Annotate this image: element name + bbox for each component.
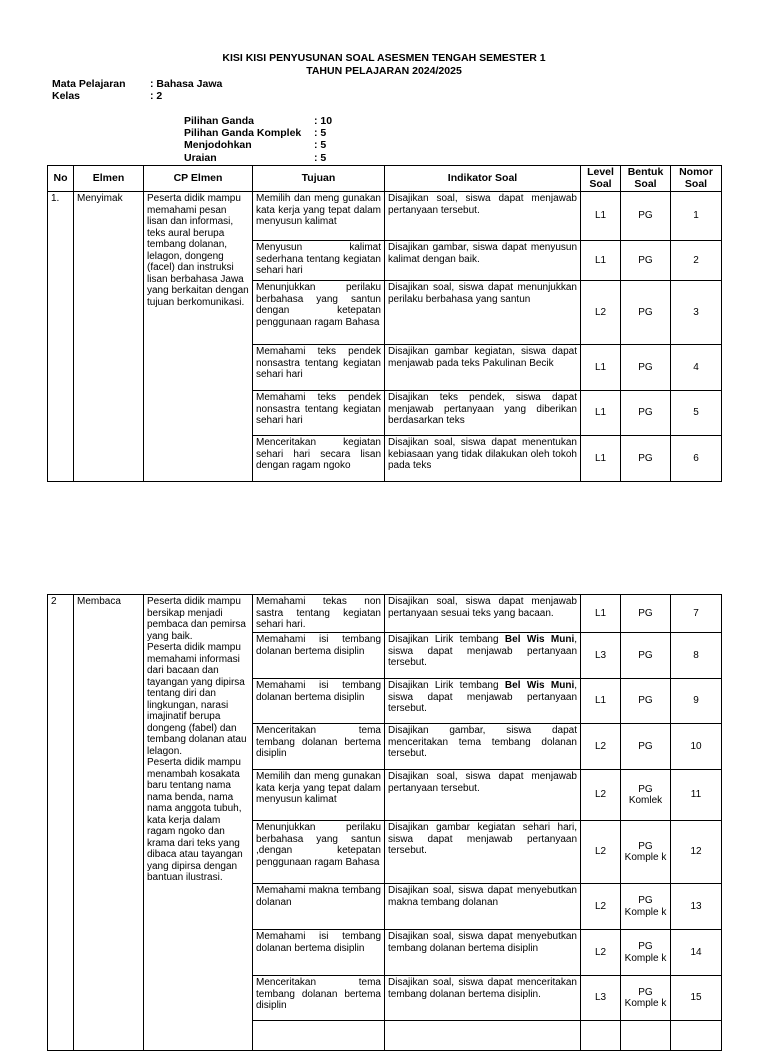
indikator-cell [385, 679, 581, 724]
table-header-row [48, 166, 722, 192]
level-cell: L1 [581, 241, 621, 281]
song-title: Bel Wis Muni [504, 634, 575, 645]
nomor-cell: 1 [671, 192, 722, 241]
tujuan-cell: Memahami isi tembang dolanan bertema disiplin [253, 679, 385, 724]
bentuk-cell: PG Komple k [621, 821, 671, 884]
cp-paragraph: Peserta didik mampu bersikap menjadi pembaca dan pemirsa yang baik. [147, 596, 246, 642]
elmen-cell: Menyimak [74, 192, 144, 482]
indikator-cell: Disajikan gambar, siswa dapat menceritakan tema tembang dolanan tersebut. [385, 724, 581, 770]
tujuan-cell: Memahami isi tembang dolanan bertema disiplin [253, 930, 385, 976]
level-cell: L2 [581, 770, 621, 821]
header-nomor: Nomor Soal [671, 166, 722, 192]
indikator-text: Disajikan Lirik tembang [388, 634, 499, 645]
bentuk-cell: PG [621, 724, 671, 770]
bentuk-cell: PG [621, 595, 671, 633]
tujuan-cell: Menunjukkan perilaku berbahasa yang santun dengan ketepatan penggunaan ragam Bahasa [253, 281, 385, 345]
header-no: No [48, 166, 74, 192]
elmen-cell: Membaca [74, 595, 144, 1051]
tujuan-cell: Memilih dan meng gunakan kata kerja yang tepat dalam menyusun kalimat [253, 770, 385, 821]
bentuk-cell: PG [621, 391, 671, 436]
nomor-cell: 13 [671, 884, 722, 930]
nomor-cell: 5 [671, 391, 722, 436]
row-number: 2 [48, 595, 74, 1051]
tujuan-cell: Menceritakan tema tembang dolanan bertema disiplin [253, 976, 385, 1021]
cp-elmen-cell: Peserta didik mampu memahami pesan lisan dan informasi, teks aural berupa tembang dolanan, lelagon, dongeng (facel) dan instruksi lisan berbahasa Jawa yang berkaitan dengan tujuan berkomunikasi. [144, 192, 253, 482]
nomor-cell: 12 [671, 821, 722, 884]
nomor-cell: 8 [671, 633, 722, 679]
indikator-text: , siswa dapat menjawab pertanyaan tersebut. [388, 680, 577, 714]
bentuk-cell [621, 1021, 671, 1051]
level-cell: L2 [581, 884, 621, 930]
header-tujuan: Tujuan [253, 166, 385, 192]
grid-table-membaca [47, 594, 722, 1051]
header-level: Level Soal [581, 166, 621, 192]
header-indikator: Indikator Soal [385, 166, 581, 192]
indikator-cell: Disajikan soal, siswa dapat menjawab pertanyaan sesuai teks yang bacaan. [385, 595, 581, 633]
level-cell: L2 [581, 930, 621, 976]
grid-table-menyimak [47, 165, 722, 482]
indikator-cell [385, 1021, 581, 1051]
nomor-cell: 6 [671, 436, 722, 482]
nomor-cell: 2 [671, 241, 722, 281]
indikator-cell: Disajikan soal, siswa dapat menjawab pertanyaan tersebut. [385, 192, 581, 241]
indikator-text: Disajikan Lirik tembang [388, 680, 499, 691]
level-cell: L1 [581, 436, 621, 482]
document-subtitle: TAHUN PELAJARAN 2024/2025 [306, 65, 462, 77]
bentuk-cell: PG Komple k [621, 930, 671, 976]
bentuk-cell: PG [621, 679, 671, 724]
bentuk-cell: PG [621, 633, 671, 679]
nomor-cell: 14 [671, 930, 722, 976]
indikator-cell: Disajikan soal, siswa dapat menjawab pertanyaan tersebut. [385, 770, 581, 821]
bentuk-cell: PG [621, 192, 671, 241]
level-cell: L3 [581, 633, 621, 679]
bentuk-cell: PG [621, 241, 671, 281]
level-cell [581, 1021, 621, 1051]
question-type-count: : 5 [314, 127, 327, 139]
tujuan-cell: Menceritakan tema tembang dolanan bertema disiplin [253, 724, 385, 770]
tujuan-cell: Menunjukkan perilaku berbahasa yang santun ,dengan ketepatan penggunaan ragam Bahasa [253, 821, 385, 884]
nomor-cell: 11 [671, 770, 722, 821]
class-value: : 2 [150, 90, 163, 102]
indikator-cell: Disajikan soal, siswa dapat menyebutkan makna tembang dolanan [385, 884, 581, 930]
tujuan-cell: Memahami tekas non sastra tentang kegiatan sehari hari. [253, 595, 385, 633]
table-row [48, 192, 722, 241]
header-cp-elmen: CP Elmen [144, 166, 253, 192]
level-cell: L1 [581, 595, 621, 633]
indikator-cell: Disajikan soal, siswa dapat menentukan kebiasaan yang tidak dilakukan oleh tokoh pada teks [385, 436, 581, 482]
bentuk-cell: PG [621, 345, 671, 391]
subject-value: : Bahasa Jawa [150, 78, 223, 90]
tujuan-cell: Memilih dan meng gunakan kata kerja yang tepat dalam menyusun kalimat [253, 192, 385, 241]
nomor-cell [671, 1021, 722, 1051]
nomor-cell: 4 [671, 345, 722, 391]
header-bentuk: Bentuk Soal [621, 166, 671, 192]
table-row [48, 595, 722, 633]
level-cell: L1 [581, 679, 621, 724]
subject-label: Mata Pelajaran [52, 78, 126, 90]
indikator-cell: Disajikan teks pendek, siswa dapat menjawab pertanyaan yang diberikan berdasarkan teks [385, 391, 581, 436]
tujuan-cell: Menyusun kalimat sederhana tentang kegiatan sehari hari [253, 241, 385, 281]
question-type-label: Pilihan Ganda [184, 115, 255, 127]
bentuk-cell: PG Komlek [621, 770, 671, 821]
bentuk-cell: PG [621, 436, 671, 482]
header-elmen: Elmen [74, 166, 144, 192]
question-type-label: Menjodohkan [184, 139, 252, 151]
indikator-cell: Disajikan gambar kegiatan, siswa dapat menjawab pada teks Pakulinan Becik [385, 345, 581, 391]
nomor-cell: 10 [671, 724, 722, 770]
indikator-cell [385, 633, 581, 679]
indikator-cell: Disajikan soal, siswa dapat menyebutkan tembang dolanan bertema disiplin [385, 930, 581, 976]
bentuk-cell: PG [621, 281, 671, 345]
nomor-cell: 3 [671, 281, 722, 345]
tujuan-cell: Memahami teks pendek nonsastra tentang kegiatan sehari hari [253, 345, 385, 391]
indikator-cell: Disajikan soal, siswa dapat menceritakan tembang dolanan bertema disiplin. [385, 976, 581, 1021]
tujuan-cell: Menceritakan kegiatan sehari hari secara lisan dengan ragam ngoko [253, 436, 385, 482]
level-cell: L2 [581, 821, 621, 884]
question-type-count: : 10 [314, 115, 333, 127]
indikator-cell: Disajikan gambar kegiatan sehari hari, siswa dapat menjawab pertanyaan tersebut. [385, 821, 581, 884]
question-type-label: Pilihan Ganda Komplek [184, 127, 302, 139]
cp-elmen-cell [144, 595, 253, 1051]
nomor-cell: 15 [671, 976, 722, 1021]
level-cell: L2 [581, 281, 621, 345]
level-cell: L1 [581, 345, 621, 391]
bentuk-cell: PG Komple k [621, 884, 671, 930]
indikator-cell: Disajikan gambar, siswa dapat menyusun kalimat dengan baik. [385, 241, 581, 281]
tujuan-cell: Memahami teks pendek nonsastra tentang kegiatan sehari hari [253, 391, 385, 436]
nomor-cell: 7 [671, 595, 722, 633]
question-type-count: : 5 [314, 139, 327, 151]
question-type-label: Uraian [184, 152, 217, 164]
tujuan-cell [253, 1021, 385, 1051]
level-cell: L1 [581, 391, 621, 436]
level-cell: L3 [581, 976, 621, 1021]
document-title: KISI KISI PENYUSUNAN SOAL ASESMEN TENGAH SEMESTER 1 [222, 52, 546, 64]
class-label: Kelas [52, 90, 81, 102]
tujuan-cell: Memahami makna tembang dolanan [253, 884, 385, 930]
nomor-cell: 9 [671, 679, 722, 724]
indikator-cell: Disajikan soal, siswa dapat menunjukkan perilaku berbahasa yang santun [385, 281, 581, 345]
row-number: 1. [48, 192, 74, 482]
cp-paragraph: Peserta didik mampu memahami informasi dari bacaan dan tayangan yang dipirsa tentang diri dan lingkungan, narasi imajinatif berupa dongeng (fabel) dan tembang dolanan atau lelagon. [147, 642, 247, 757]
indikator-text: , siswa dapat menjawab pertanyaan tersebut. [388, 634, 577, 668]
level-cell: L1 [581, 192, 621, 241]
song-title: Bel Wis Muni [504, 680, 575, 691]
level-cell: L2 [581, 724, 621, 770]
cp-paragraph: Peserta didik mampu menambah kosakata baru tentang nama nama benda, nama nama anggota tubuh, kata kerja dalam ragam ngoko dan krama dari teks yang dibaca atau tayangan yang dipirsa dengan bantuan ilustrasi. [147, 757, 243, 883]
tujuan-cell: Memahami isi tembang dolanan bertema disiplin [253, 633, 385, 679]
bentuk-cell: PG Komple k [621, 976, 671, 1021]
question-type-count: : 5 [314, 152, 327, 164]
